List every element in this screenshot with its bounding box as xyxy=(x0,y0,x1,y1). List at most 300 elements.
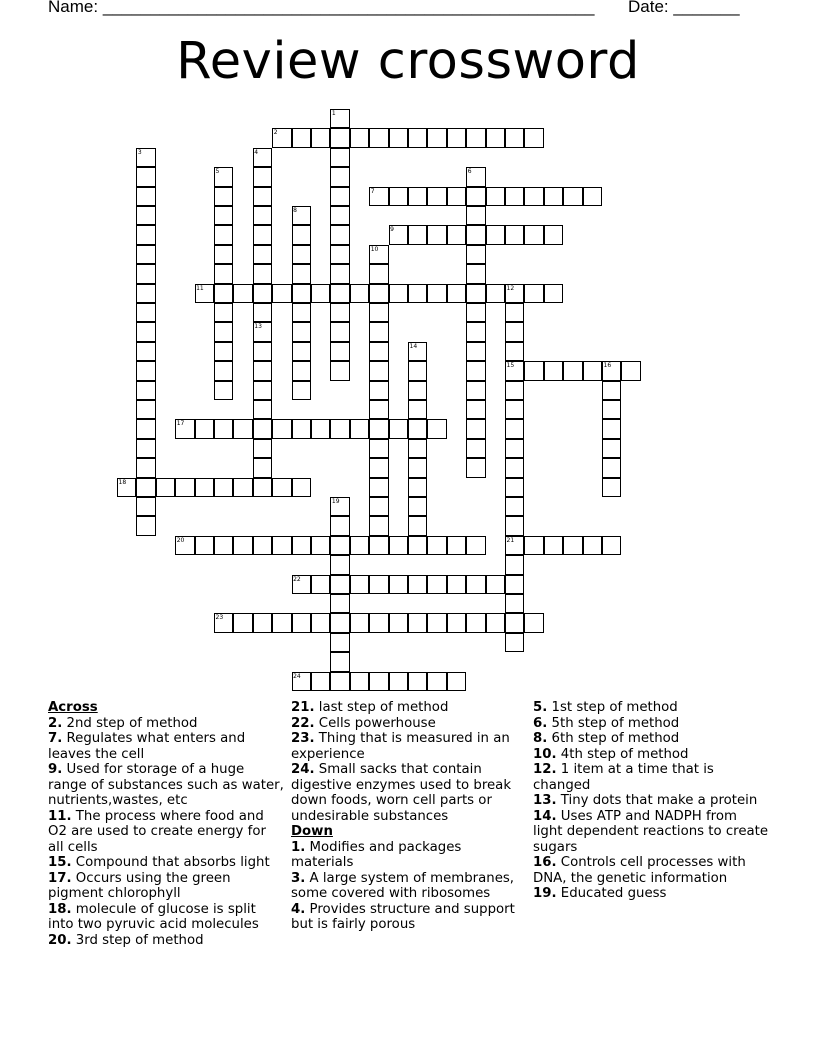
crossword-cell[interactable] xyxy=(195,536,214,555)
crossword-cell[interactable] xyxy=(350,672,369,691)
crossword-cell[interactable] xyxy=(505,478,524,497)
clue-number: 20 xyxy=(176,536,185,544)
clue-number: 9 xyxy=(390,226,394,234)
crossword-cell[interactable] xyxy=(427,187,446,206)
clue-number-label: 24. xyxy=(291,762,315,777)
crossword-cell[interactable] xyxy=(292,613,311,632)
clue-number-label: 6. xyxy=(533,715,548,731)
crossword-cell[interactable] xyxy=(427,672,446,691)
crossword-cell[interactable] xyxy=(136,322,155,341)
crossword-cell[interactable] xyxy=(524,187,543,206)
crossword-cell[interactable] xyxy=(369,322,388,341)
crossword-cell[interactable] xyxy=(292,361,311,380)
clue-number-label: 5. xyxy=(533,700,548,715)
crossword-cell[interactable] xyxy=(253,342,272,361)
crossword-cell[interactable] xyxy=(466,439,485,458)
clues-column-1 xyxy=(48,700,284,948)
crossword-cell[interactable] xyxy=(369,381,388,400)
crossword-cell[interactable] xyxy=(408,284,427,303)
crossword-cell[interactable] xyxy=(408,613,427,632)
clue-number-label: 7. xyxy=(48,731,63,746)
crossword-cell[interactable] xyxy=(466,536,485,555)
crossword-cell[interactable] xyxy=(136,245,155,264)
crossword-cell[interactable] xyxy=(408,400,427,419)
crossword-cell[interactable] xyxy=(505,594,524,613)
crossword-cell[interactable] xyxy=(544,361,563,380)
crossword-cell[interactable] xyxy=(389,672,408,691)
crossword-cell[interactable] xyxy=(408,575,427,594)
crossword-cell[interactable] xyxy=(369,672,388,691)
crossword-cell[interactable] xyxy=(389,575,408,594)
crossword-cell[interactable] xyxy=(292,303,311,322)
crossword-cell[interactable] xyxy=(330,516,349,535)
crossword-cell[interactable] xyxy=(292,478,311,497)
clue-number: 21 xyxy=(506,536,515,544)
crossword-cell[interactable] xyxy=(408,458,427,477)
crossword-cell[interactable] xyxy=(214,187,233,206)
crossword-cell[interactable] xyxy=(466,381,485,400)
crossword-cell[interactable] xyxy=(330,187,349,206)
crossword-cell[interactable] xyxy=(292,381,311,400)
crossword-cell[interactable] xyxy=(505,225,524,244)
crossword-cell[interactable] xyxy=(136,187,155,206)
name-line[interactable]: ____________________________________________________ xyxy=(102,0,595,16)
crossword-cell[interactable] xyxy=(330,206,349,225)
crossword-cell[interactable] xyxy=(369,458,388,477)
crossword-cell[interactable] xyxy=(447,575,466,594)
crossword-cell[interactable] xyxy=(563,361,582,380)
crossword-cell[interactable] xyxy=(330,575,349,594)
crossword-cell[interactable] xyxy=(311,419,330,438)
crossword-cell[interactable] xyxy=(369,128,388,147)
crossword-cell[interactable] xyxy=(369,613,388,632)
crossword-cell[interactable] xyxy=(447,225,466,244)
page-title: Review crossword xyxy=(176,32,640,91)
crossword-cell[interactable] xyxy=(369,516,388,535)
crossword-cell[interactable] xyxy=(136,439,155,458)
crossword-cell[interactable] xyxy=(505,497,524,516)
crossword-cell[interactable] xyxy=(544,225,563,244)
crossword-cell[interactable] xyxy=(195,419,214,438)
clue-text: Tiny dots that make a protein xyxy=(556,793,758,808)
crossword-cell[interactable] xyxy=(214,245,233,264)
crossword-cell[interactable] xyxy=(311,613,330,632)
crossword-cell[interactable] xyxy=(136,284,155,303)
crossword-cell[interactable] xyxy=(524,536,543,555)
name-label: Name: xyxy=(48,0,99,16)
clues-column-2 xyxy=(291,700,527,933)
crossword-cell[interactable] xyxy=(408,536,427,555)
across-clue xyxy=(48,902,284,933)
clue-text: 1st step of method xyxy=(547,700,678,715)
clue-number: 22 xyxy=(293,575,301,583)
crossword-cell[interactable] xyxy=(233,478,252,497)
crossword-cell[interactable] xyxy=(136,400,155,419)
crossword-cell[interactable] xyxy=(621,361,640,380)
crossword-cell[interactable] xyxy=(563,536,582,555)
crossword-cell[interactable] xyxy=(253,458,272,477)
crossword-cell[interactable] xyxy=(136,167,155,186)
crossword-cell[interactable] xyxy=(292,419,311,438)
crossword-cell[interactable] xyxy=(136,361,155,380)
crossword-cell[interactable] xyxy=(253,245,272,264)
clue-number: 18 xyxy=(118,478,127,486)
crossword-cell[interactable] xyxy=(292,225,311,244)
clue-text: 5th step of method xyxy=(547,715,680,731)
crossword-cell[interactable] xyxy=(214,284,233,303)
crossword-cell[interactable] xyxy=(466,342,485,361)
crossword-cell[interactable] xyxy=(330,303,349,322)
crossword-cell[interactable] xyxy=(330,672,349,691)
clue-text: Modifies and packages materials xyxy=(291,839,462,870)
crossword-cell[interactable] xyxy=(350,284,369,303)
across-clue xyxy=(48,871,284,902)
crossword-cell[interactable] xyxy=(272,419,291,438)
crossword-cell[interactable] xyxy=(350,419,369,438)
clue-number-label: 16. xyxy=(533,855,557,870)
crossword-cell[interactable] xyxy=(505,439,524,458)
clue-text: A large system of membranes, some covered with ribosomes xyxy=(291,870,515,901)
crossword-cell[interactable] xyxy=(214,322,233,341)
clue-text: last step of method xyxy=(314,700,449,715)
crossword-cell[interactable] xyxy=(330,594,349,613)
clue-text: 2nd step of method xyxy=(62,715,198,731)
crossword-cell[interactable] xyxy=(427,536,446,555)
down-clue xyxy=(291,902,527,933)
crossword-cell[interactable] xyxy=(505,342,524,361)
crossword-cell[interactable] xyxy=(369,400,388,419)
crossword-cell[interactable] xyxy=(389,128,408,147)
crossword-cell[interactable] xyxy=(233,419,252,438)
crossword-cell[interactable] xyxy=(505,613,524,632)
clue-number: 3 xyxy=(137,148,142,156)
crossword-cell[interactable] xyxy=(408,187,427,206)
crossword-cell[interactable] xyxy=(524,613,543,632)
crossword-cell[interactable] xyxy=(214,264,233,283)
crossword-cell[interactable] xyxy=(602,439,621,458)
crossword-cell[interactable] xyxy=(544,284,563,303)
crossword-cell[interactable] xyxy=(427,128,446,147)
crossword-cell[interactable] xyxy=(447,613,466,632)
crossword-cell[interactable] xyxy=(505,458,524,477)
crossword-cell[interactable] xyxy=(195,478,214,497)
crossword-cell[interactable] xyxy=(369,497,388,516)
crossword-cell[interactable] xyxy=(253,206,272,225)
crossword-cell[interactable] xyxy=(369,342,388,361)
crossword-cell[interactable] xyxy=(486,613,505,632)
crossword-cell[interactable] xyxy=(389,284,408,303)
crossword-cell[interactable] xyxy=(233,284,252,303)
date-label: Date: xyxy=(628,0,669,16)
crossword-cell[interactable] xyxy=(311,128,330,147)
crossword-cell[interactable] xyxy=(253,381,272,400)
crossword-cell[interactable] xyxy=(253,400,272,419)
crossword-cell[interactable] xyxy=(427,284,446,303)
crossword-cell[interactable] xyxy=(408,439,427,458)
crossword-cell[interactable] xyxy=(544,536,563,555)
crossword-cell[interactable] xyxy=(505,303,524,322)
crossword-cell[interactable] xyxy=(524,225,543,244)
crossword-cell[interactable] xyxy=(272,536,291,555)
clue-number-label: 17. xyxy=(48,870,72,886)
crossword-cell[interactable] xyxy=(292,342,311,361)
crossword-cell[interactable] xyxy=(330,167,349,186)
crossword-cell[interactable] xyxy=(466,361,485,380)
crossword-cell[interactable] xyxy=(311,536,330,555)
crossword-cell[interactable] xyxy=(389,613,408,632)
clue-text: 3rd step of method xyxy=(71,932,204,948)
crossword-cell[interactable] xyxy=(350,536,369,555)
crossword-cell[interactable] xyxy=(486,187,505,206)
crossword-cell[interactable] xyxy=(330,361,349,380)
crossword-cell[interactable] xyxy=(233,536,252,555)
crossword-cell[interactable] xyxy=(369,478,388,497)
clue-number: 11 xyxy=(196,284,204,292)
crossword-cell[interactable] xyxy=(466,264,485,283)
crossword-cell[interactable] xyxy=(602,381,621,400)
crossword-cell[interactable] xyxy=(466,128,485,147)
crossword-cell[interactable] xyxy=(583,187,602,206)
crossword-cell[interactable] xyxy=(272,613,291,632)
clue-number: 16 xyxy=(603,362,612,370)
crossword-cell[interactable] xyxy=(505,381,524,400)
crossword-cell[interactable] xyxy=(292,264,311,283)
crossword-cell[interactable] xyxy=(330,555,349,574)
crossword-cell[interactable] xyxy=(486,128,505,147)
crossword-cell[interactable] xyxy=(505,555,524,574)
crossword-cell[interactable] xyxy=(505,128,524,147)
down-clue xyxy=(533,747,769,763)
crossword-cell[interactable] xyxy=(408,381,427,400)
clue-number-label: 1. xyxy=(291,839,306,855)
crossword-cell[interactable] xyxy=(505,322,524,341)
crossword-cell[interactable] xyxy=(466,400,485,419)
crossword-cell[interactable] xyxy=(136,303,155,322)
crossword-cell[interactable] xyxy=(330,652,349,671)
crossword-cell[interactable] xyxy=(136,225,155,244)
crossword-cell[interactable] xyxy=(214,419,233,438)
crossword-cell[interactable] xyxy=(466,419,485,438)
crossword-cell[interactable] xyxy=(292,284,311,303)
crossword-cell[interactable] xyxy=(272,284,291,303)
crossword-cell[interactable] xyxy=(427,225,446,244)
crossword-cell[interactable] xyxy=(156,478,175,497)
crossword-cell[interactable] xyxy=(292,536,311,555)
crossword-cell[interactable] xyxy=(214,381,233,400)
crossword-cell[interactable] xyxy=(408,516,427,535)
clue-text: Occurs using the green pigment chlorophyll xyxy=(48,870,231,901)
crossword-cell[interactable] xyxy=(136,206,155,225)
crossword-cell[interactable] xyxy=(369,536,388,555)
crossword-cell[interactable] xyxy=(136,419,155,438)
crossword-cell[interactable] xyxy=(466,284,485,303)
crossword-cell[interactable] xyxy=(389,419,408,438)
crossword-cell[interactable] xyxy=(602,536,621,555)
crossword-cell[interactable] xyxy=(369,419,388,438)
across-clue xyxy=(48,716,284,732)
crossword-cell[interactable] xyxy=(330,322,349,341)
crossword-cell[interactable] xyxy=(136,342,155,361)
crossword-cell[interactable] xyxy=(447,536,466,555)
crossword-cell[interactable] xyxy=(136,497,155,516)
crossword-cell[interactable] xyxy=(408,225,427,244)
crossword-cell[interactable] xyxy=(583,536,602,555)
crossword-cell[interactable] xyxy=(136,478,155,497)
crossword-cell[interactable] xyxy=(602,419,621,438)
crossword-cell[interactable] xyxy=(136,264,155,283)
crossword-cell[interactable] xyxy=(505,633,524,652)
crossword-cell[interactable] xyxy=(253,419,272,438)
crossword-cell[interactable] xyxy=(330,613,349,632)
crossword-cell[interactable] xyxy=(466,206,485,225)
crossword-cell[interactable] xyxy=(408,478,427,497)
down-clue xyxy=(291,871,527,902)
crossword-cell[interactable] xyxy=(427,419,446,438)
crossword-cell[interactable] xyxy=(505,419,524,438)
clue-text: Regulates what enters and leaves the cell xyxy=(48,731,246,762)
crossword-cell[interactable] xyxy=(447,187,466,206)
crossword-cell[interactable] xyxy=(350,575,369,594)
crossword-cell[interactable] xyxy=(427,613,446,632)
clue-number: 13 xyxy=(254,323,262,331)
crossword-cell[interactable] xyxy=(330,128,349,147)
crossword-cell[interactable] xyxy=(136,516,155,535)
crossword-cell[interactable] xyxy=(214,342,233,361)
crossword-cell[interactable] xyxy=(466,575,485,594)
crossword-cell[interactable] xyxy=(583,361,602,380)
crossword-cell[interactable] xyxy=(292,128,311,147)
crossword-cell[interactable] xyxy=(427,575,446,594)
crossword-cell[interactable] xyxy=(369,361,388,380)
crossword-cell[interactable] xyxy=(369,303,388,322)
crossword-cell[interactable] xyxy=(505,575,524,594)
crossword-cell[interactable] xyxy=(408,361,427,380)
crossword-cell[interactable] xyxy=(466,225,485,244)
crossword-cell[interactable] xyxy=(466,322,485,341)
crossword-cell[interactable] xyxy=(602,458,621,477)
across-clue xyxy=(291,731,527,762)
crossword-cell[interactable] xyxy=(253,361,272,380)
crossword-cell[interactable] xyxy=(330,284,349,303)
clue-number: 24 xyxy=(293,672,301,680)
crossword-cell[interactable] xyxy=(486,284,505,303)
crossword-cell[interactable] xyxy=(233,613,252,632)
crossword-cell[interactable] xyxy=(253,613,272,632)
crossword-cell[interactable] xyxy=(253,225,272,244)
crossword-cell[interactable] xyxy=(136,458,155,477)
crossword-cell[interactable] xyxy=(486,575,505,594)
clue-number-label: 14. xyxy=(533,808,557,824)
crossword-cell[interactable] xyxy=(408,497,427,516)
crossword-cell[interactable] xyxy=(350,128,369,147)
crossword-cell[interactable] xyxy=(602,400,621,419)
crossword-cell[interactable] xyxy=(214,536,233,555)
crossword-cell[interactable] xyxy=(505,400,524,419)
crossword-cell[interactable] xyxy=(524,361,543,380)
crossword-cell[interactable] xyxy=(214,225,233,244)
crossword-cell[interactable] xyxy=(408,672,427,691)
crossword-cell[interactable] xyxy=(253,536,272,555)
crossword-cell[interactable] xyxy=(602,478,621,497)
crossword-cell[interactable] xyxy=(253,303,272,322)
crossword-cell[interactable] xyxy=(524,284,543,303)
crossword-cell[interactable] xyxy=(292,322,311,341)
crossword-cell[interactable] xyxy=(214,303,233,322)
crossword-cell[interactable] xyxy=(272,478,291,497)
crossword-cell[interactable] xyxy=(292,245,311,264)
crossword-cell[interactable] xyxy=(466,458,485,477)
clue-number-label: 10. xyxy=(533,746,557,762)
crossword-cell[interactable] xyxy=(330,225,349,244)
across-clue xyxy=(48,809,284,856)
crossword-cell[interactable] xyxy=(253,264,272,283)
crossword-cell[interactable] xyxy=(505,516,524,535)
crossword-cell[interactable] xyxy=(369,439,388,458)
down-clue xyxy=(533,793,769,809)
crossword-cell[interactable] xyxy=(330,148,349,167)
crossword-cell[interactable] xyxy=(311,672,330,691)
crossword-cell[interactable] xyxy=(369,284,388,303)
crossword-cell[interactable] xyxy=(311,284,330,303)
crossword-cell[interactable] xyxy=(447,672,466,691)
crossword-cell[interactable] xyxy=(253,167,272,186)
crossword-cell[interactable] xyxy=(369,575,388,594)
crossword-cell[interactable] xyxy=(408,128,427,147)
crossword-cell[interactable] xyxy=(466,303,485,322)
crossword-cell[interactable] xyxy=(447,284,466,303)
clue-text: Compound that absorbs light xyxy=(71,855,270,870)
crossword-cell[interactable] xyxy=(466,245,485,264)
crossword-cell[interactable] xyxy=(466,187,485,206)
crossword-cell[interactable] xyxy=(330,342,349,361)
crossword-cell[interactable] xyxy=(389,536,408,555)
crossword-cell[interactable] xyxy=(330,419,349,438)
crossword-cell[interactable] xyxy=(330,264,349,283)
crossword-cell[interactable] xyxy=(466,613,485,632)
clue-number-label: 23. xyxy=(291,731,315,746)
crossword-cell[interactable] xyxy=(330,245,349,264)
crossword-cell[interactable] xyxy=(330,536,349,555)
crossword-cell[interactable] xyxy=(136,381,155,400)
crossword-cell[interactable] xyxy=(563,187,582,206)
crossword-cell[interactable] xyxy=(214,478,233,497)
crossword-cell[interactable] xyxy=(253,284,272,303)
clue-number: 15 xyxy=(506,362,515,370)
crossword-cell[interactable] xyxy=(505,187,524,206)
crossword-cell[interactable] xyxy=(389,187,408,206)
crossword-cell[interactable] xyxy=(253,439,272,458)
crossword-cell[interactable] xyxy=(253,478,272,497)
crossword-cell[interactable] xyxy=(214,206,233,225)
crossword-cell[interactable] xyxy=(253,187,272,206)
crossword-cell[interactable] xyxy=(486,225,505,244)
crossword-cell[interactable] xyxy=(408,419,427,438)
crossword-cell[interactable] xyxy=(175,478,194,497)
clue-number-label: 22. xyxy=(291,715,315,731)
crossword-cell[interactable] xyxy=(311,575,330,594)
crossword-cell[interactable] xyxy=(350,613,369,632)
crossword-cell[interactable] xyxy=(447,128,466,147)
crossword-cell[interactable] xyxy=(330,633,349,652)
crossword-cell[interactable] xyxy=(214,361,233,380)
clue-number-label: 3. xyxy=(291,870,306,886)
crossword-cell[interactable] xyxy=(544,187,563,206)
down-clue xyxy=(533,886,769,902)
date-line[interactable]: _______ xyxy=(673,0,740,16)
crossword-cell[interactable] xyxy=(524,128,543,147)
clue-text: Thing that is measured in an experience xyxy=(291,731,510,762)
crossword-cell[interactable] xyxy=(369,264,388,283)
